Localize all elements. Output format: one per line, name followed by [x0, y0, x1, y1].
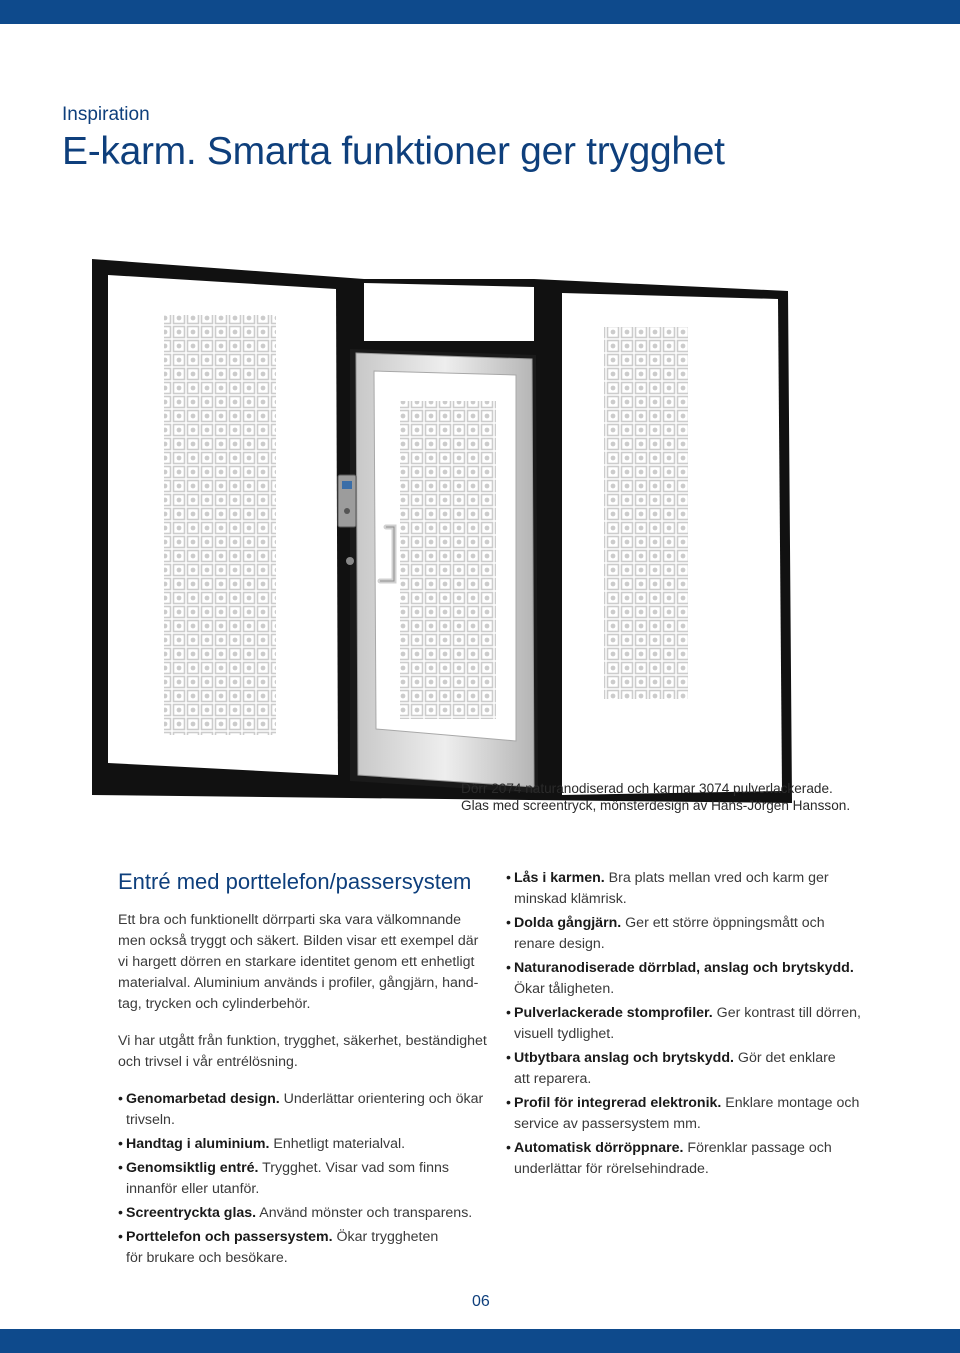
bullet-item — [118, 1089, 498, 1131]
bullet-lead: Naturanodiserade dörrblad, anslag och brytskydd. — [514, 960, 854, 976]
lead-paragraph — [118, 1031, 498, 1073]
top-band — [0, 0, 960, 24]
left-column — [118, 868, 498, 1272]
bullet-text: Trygghet. Visar vad som finns — [258, 1160, 450, 1176]
bullet-item — [506, 1048, 886, 1090]
text-line: men också tryggt och säkert. Bilden visar ett exempel där — [118, 933, 479, 949]
bullet-text: Förenklar passage och — [683, 1140, 832, 1156]
bullet-continuation: Ökar tåligheten. — [514, 981, 615, 997]
text-line: materialval. Aluminium används i profiler, gångjärn, hand- — [118, 975, 479, 991]
transom-glass — [364, 283, 534, 341]
bullet-lead: Pulverlackerade stomprofiler. — [514, 1005, 713, 1021]
page-number: 06 — [472, 1293, 490, 1310]
text-line: Vi har utgått från funktion, trygghet, säkerhet, beständighet — [118, 1033, 487, 1049]
bullet-text: Ger ett större öppningsmått och — [621, 915, 825, 931]
bullet-item — [506, 1003, 886, 1045]
caption-line: Glas med screentryck, mönsterdesign av Hans-Jörgen Hansson. — [461, 798, 851, 813]
bullet-lead: Genomsiktlig entré. — [126, 1160, 259, 1176]
intro-paragraph — [118, 910, 498, 1015]
lock-cylinder — [346, 557, 354, 565]
bullet-continuation: för brukare och besökare. — [126, 1250, 288, 1266]
left-bullet-list — [118, 1089, 498, 1269]
bullet-continuation: trivseln. — [126, 1112, 175, 1128]
door-illustration — [88, 255, 796, 807]
bullet-lead: Automatisk dörröppnare. — [514, 1140, 684, 1156]
right-bullet-list — [506, 868, 886, 1180]
text-line: och trivsel i vår entrélösning. — [118, 1054, 298, 1070]
bullet-lead: Porttelefon och passersystem. — [126, 1229, 333, 1245]
bullet-lead: Screentryckta glas. — [126, 1205, 257, 1221]
bullet-text: Använd mönster och transparens. — [256, 1205, 473, 1221]
page-kicker: Inspiration — [62, 104, 150, 125]
bullet-lead: Genomarbetad design. — [126, 1091, 280, 1107]
bullet-item — [118, 1158, 498, 1200]
bullet-continuation: minskad klämrisk. — [514, 891, 627, 907]
bullet-item — [118, 1134, 498, 1155]
bullet-item — [506, 958, 886, 1000]
bullet-item — [118, 1227, 498, 1269]
bullet-text: Ger kontrast till dörren, — [712, 1005, 861, 1021]
bullet-continuation: service av passersystem mm. — [514, 1116, 701, 1132]
figure-caption — [461, 780, 901, 814]
bullet-text: Enhetligt materialval. — [269, 1136, 406, 1152]
bullet-continuation: innanför eller utanför. — [126, 1181, 260, 1197]
bullet-item — [118, 1203, 498, 1224]
bullet-continuation: underlättar för rörelsehindrade. — [514, 1161, 709, 1177]
caption-line: Dörr 2074 naturanodiserad och karmar 3074 pulverlackerade. — [461, 781, 833, 796]
right-column — [506, 868, 886, 1183]
left-pane-pattern — [164, 315, 276, 735]
bullet-text: Enklare montage och — [721, 1095, 860, 1111]
bullet-text: Bra plats mellan vred och karm ger — [604, 870, 829, 886]
bullet-lead: Utbytbara anslag och brytskydd. — [514, 1050, 734, 1066]
bullet-text: Underlättar orientering och ökar — [279, 1091, 484, 1107]
bullet-lead: Profil för integrerad elektronik. — [514, 1095, 722, 1111]
right-pane-pattern — [604, 327, 688, 699]
page-title: E-karm. Smarta funktioner ger trygghet — [62, 130, 725, 173]
text-line: Ett bra och funktionellt dörrparti ska vara välkomnande — [118, 912, 462, 928]
bottom-band — [0, 1329, 960, 1353]
bullet-lead: Handtag i aluminium. — [126, 1136, 270, 1152]
bullet-item — [506, 868, 886, 910]
bullet-item — [506, 1093, 886, 1135]
door-pattern — [400, 401, 496, 719]
text-line: vi hargett dörren en starkare identitet genom ett enhetligt — [118, 954, 475, 970]
section-title: Entré med porttelefon/passersystem — [118, 869, 472, 894]
bullet-continuation: visuell tydlighet. — [514, 1026, 615, 1042]
text-line: tag, trycken och cylinderbehör. — [118, 996, 311, 1012]
bullet-text: Gör det enklare — [733, 1050, 836, 1066]
bullet-lead: Lås i karmen. — [514, 870, 605, 886]
bullet-continuation: renare design. — [514, 936, 605, 952]
bullet-lead: Dolda gångjärn. — [514, 915, 622, 931]
bullet-item — [506, 1138, 886, 1180]
bullet-text: Ökar tryggheten — [332, 1229, 439, 1245]
bullet-item — [506, 913, 886, 955]
bullet-continuation: att reparera. — [514, 1071, 592, 1087]
